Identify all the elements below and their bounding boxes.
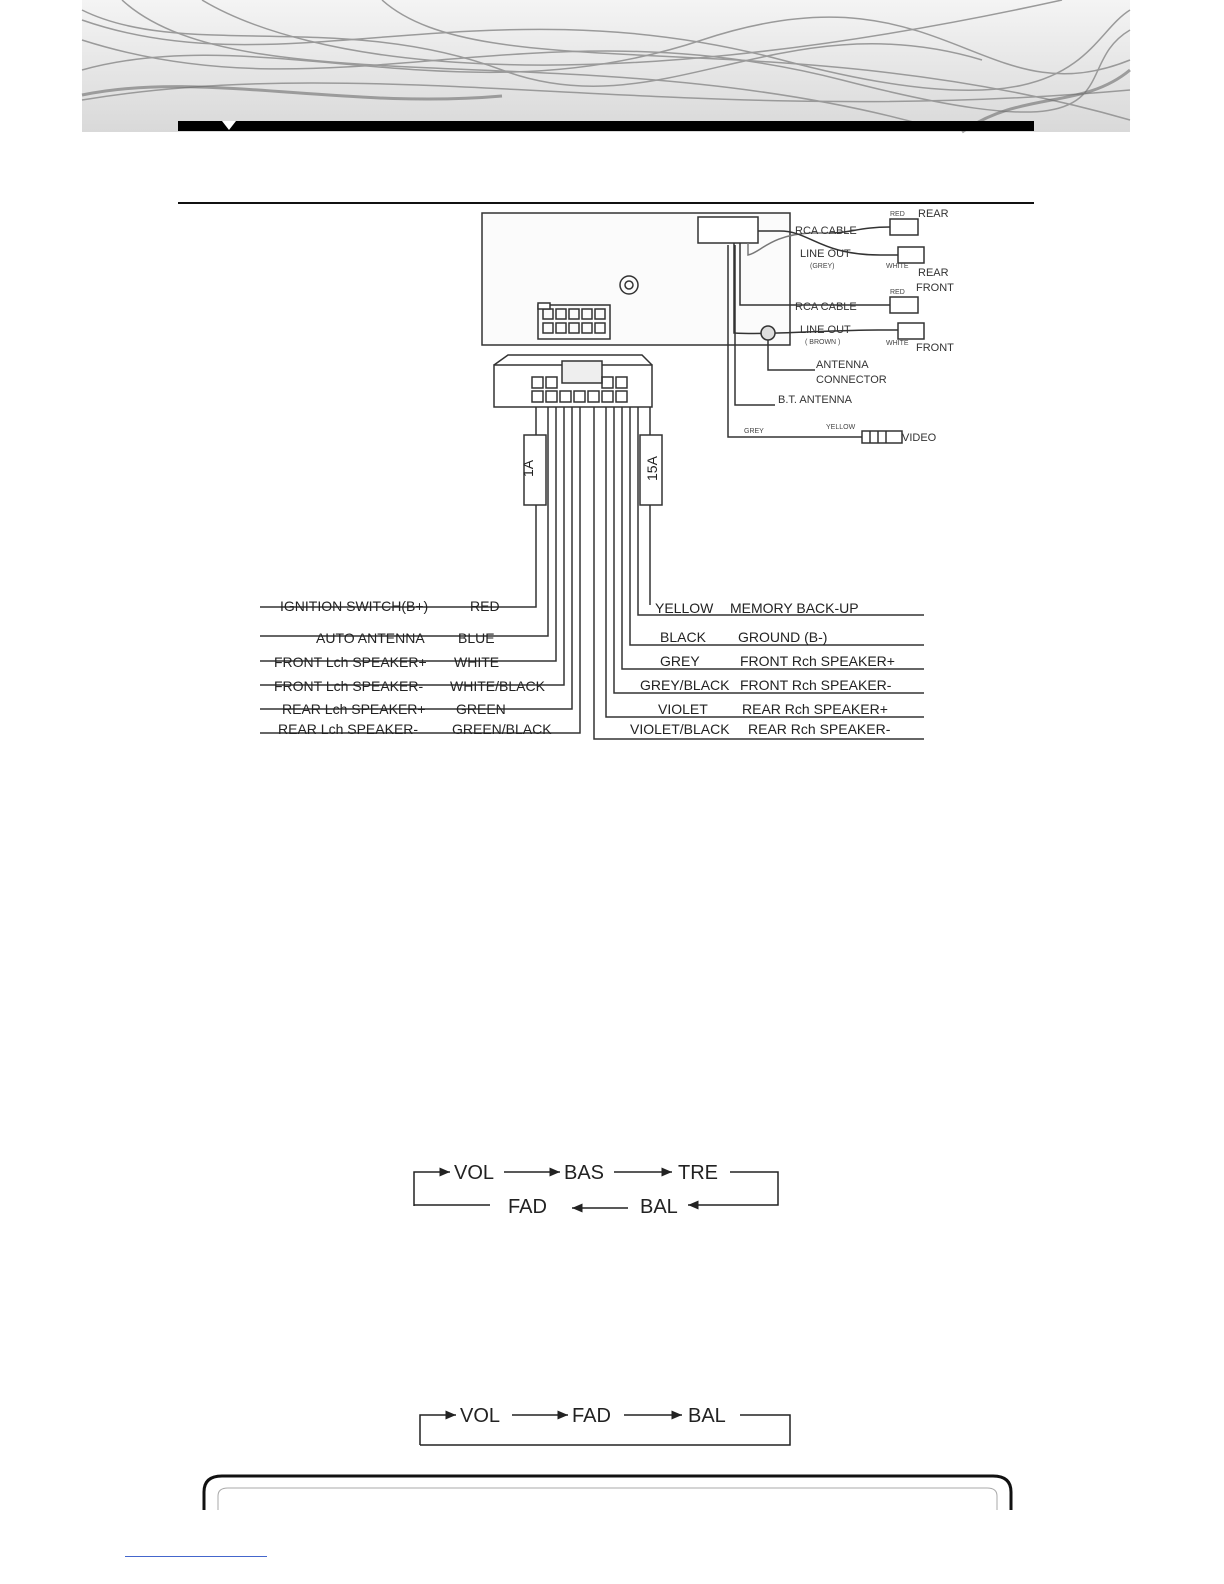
wire-left-function-3: FRONT Lch SPEAKER+ — [274, 654, 427, 670]
video-label: VIDEO — [902, 432, 937, 444]
fuse-15a — [640, 407, 662, 605]
rca-cable-label-2: RCA CABLE — [795, 301, 857, 313]
wire-right-color-5: VIOLET — [658, 701, 708, 717]
wire-left-color-6: GREEN/BLACK — [452, 721, 552, 737]
header-banner — [82, 0, 1130, 132]
line-out-label-1: LINE OUT — [800, 248, 851, 260]
wire-left-function-5: REAR Lch SPEAKER+ — [282, 701, 426, 717]
rear-module — [698, 217, 758, 243]
flow1-tre: TRE — [678, 1162, 718, 1184]
fuse-1a — [524, 407, 546, 605]
line-out-color-1: (GREY) — [810, 263, 835, 270]
wire-right-function-4: FRONT Rch SPEAKER- — [740, 677, 892, 693]
plug-white-2: WHITE — [886, 340, 909, 347]
section-rule — [178, 202, 1034, 204]
front-label-bottom: FRONT — [916, 342, 954, 354]
wire-left-function-4: FRONT Lch SPEAKER- — [274, 678, 424, 694]
wire-left-function-2: AUTO ANTENNA — [316, 630, 425, 646]
wire-left-color-5: GREEN — [456, 701, 506, 717]
audio-mode-cycle-2 — [400, 1395, 800, 1455]
wire-left-color-4: WHITE/BLACK — [450, 678, 545, 694]
flow2-fad: FAD — [572, 1405, 611, 1427]
flow2-bal: BAL — [688, 1405, 726, 1427]
antenna-connector — [761, 326, 775, 340]
flow1-fad: FAD — [508, 1196, 547, 1218]
wire-right-function-6: REAR Rch SPEAKER- — [748, 721, 891, 737]
flow1-bal: BAL — [640, 1196, 678, 1218]
header-notch — [222, 121, 236, 130]
fuse-1a-label: 1A — [520, 459, 536, 477]
wire-right-color-2: BLACK — [660, 629, 706, 645]
wiring-diagram — [250, 205, 954, 750]
bt-antenna-label: B.T. ANTENNA — [778, 394, 852, 406]
rca-cable-label-1: RCA CABLE — [795, 225, 857, 237]
fuse-15a-label: 15A — [644, 456, 660, 481]
wire-right-function-1: MEMORY BACK-UP — [730, 600, 859, 616]
wire-right-function-3: FRONT Rch SPEAKER+ — [740, 653, 895, 669]
antenna-connector-label-1: ANTENNA — [816, 359, 869, 371]
wire-left-color-1: RED — [470, 598, 500, 614]
wire-left-color-3: WHITE — [454, 654, 500, 670]
footer-link-underline — [125, 1556, 267, 1557]
rear-label-bottom: REAR — [918, 267, 949, 279]
video-plug-label: YELLOW — [826, 424, 856, 431]
antenna-connector-label-2: CONNECTOR — [816, 374, 887, 386]
wire-right-color-6: VIOLET/BLACK — [630, 721, 730, 737]
wire-left-function-1: IGNITION SWITCH(B+) — [280, 598, 429, 614]
header-black-bar — [178, 121, 1034, 131]
rear-label-top: REAR — [918, 208, 949, 220]
front-label-top: FRONT — [916, 282, 954, 294]
wire-left-function-6: REAR Lch SPEAKER- — [278, 721, 419, 737]
plug-red-1: RED — [890, 211, 905, 218]
wire-right-color-3: GREY — [660, 653, 700, 669]
wire-right-function-5: REAR Rch SPEAKER+ — [742, 701, 888, 717]
plug-white-1: WHITE — [886, 263, 909, 270]
wire-right-color-4: GREY/BLACK — [640, 677, 730, 693]
wire-left-color-2: BLUE — [458, 630, 495, 646]
line-out-label-2: LINE OUT — [800, 324, 851, 336]
plug-red-2: RED — [890, 289, 905, 296]
footer-frame — [200, 1470, 1015, 1510]
line-out-color-2: ( BROWN ) — [805, 339, 841, 346]
wire-right-function-2: GROUND (B-) — [738, 629, 828, 645]
flow1-bas: BAS — [564, 1162, 605, 1184]
wire-right-color-1: YELLOW — [655, 600, 714, 616]
audio-mode-cycle-1 — [400, 1150, 800, 1230]
video-wire-label: GREY — [744, 428, 764, 435]
harness-connector — [494, 355, 652, 407]
flow2-vol: VOL — [460, 1405, 501, 1427]
flow1-vol: VOL — [454, 1162, 495, 1184]
